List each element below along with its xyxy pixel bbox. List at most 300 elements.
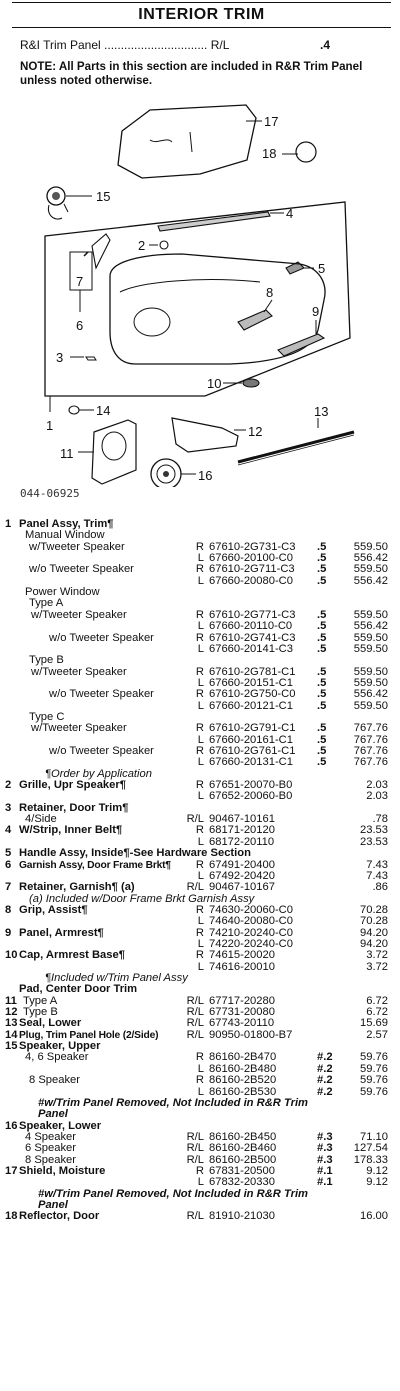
row-price: 59.76 <box>360 1062 388 1075</box>
row-part-number: 67610-2G761-C1 <box>209 745 296 757</box>
row-labor: .5 <box>317 676 327 689</box>
parts-list-row <box>0 757 400 768</box>
row-part-number: 86160-2B480 <box>209 1062 277 1075</box>
parts-list-row <box>0 825 400 836</box>
row-description: Retainer, Garnish¶ (a) <box>19 881 135 894</box>
row-part-number: 67660-20161-C1 <box>209 733 293 746</box>
parts-list-row <box>0 791 400 802</box>
row-description: Panel <box>38 1199 68 1211</box>
row-description: ¶Included w/Trim Panel Assy <box>45 972 188 984</box>
parts-list-row <box>0 1177 400 1188</box>
row-price: 767.76 <box>353 722 388 735</box>
parts-list-row <box>0 1166 400 1177</box>
row-side: L <box>197 1085 204 1098</box>
parts-list-row <box>0 1155 400 1166</box>
rni-value: .4 <box>320 38 331 52</box>
row-side: R <box>195 665 204 678</box>
row-side: L <box>197 552 204 565</box>
parts-list-row <box>0 633 400 644</box>
row-part-number: 67610-2G791-C1 <box>209 722 296 735</box>
moisture-shield-drawing <box>118 105 256 178</box>
row-labor: .5 <box>317 733 327 746</box>
row-price: 127.54 <box>353 1142 388 1155</box>
row-part-number: 67491-20400 <box>209 858 275 871</box>
row-labor: #.2 <box>317 1051 333 1064</box>
parts-list-row <box>0 996 400 1007</box>
parts-list-row <box>0 621 400 632</box>
row-description: Retainer, Door Trim¶ <box>19 801 129 814</box>
row-number: 8 <box>5 903 12 916</box>
parts-list-row <box>0 871 400 882</box>
row-side: L <box>197 1176 204 1189</box>
parts-list-row <box>0 1189 400 1200</box>
row-labor: #.3 <box>317 1142 333 1155</box>
row-side: L <box>197 756 204 769</box>
row-part-number: 67743-20110 <box>209 1017 275 1030</box>
row-side: R <box>195 631 204 644</box>
row-description: 4/Side <box>25 813 57 826</box>
row-description: 8 Speaker <box>25 1153 76 1166</box>
row-labor: #.3 <box>317 1153 333 1166</box>
row-labor: .5 <box>317 756 327 769</box>
parts-list-row <box>0 530 400 541</box>
parts-list-row <box>0 803 400 814</box>
parts-list-row <box>0 1064 400 1075</box>
parts-list-row <box>0 1052 400 1063</box>
parts-list-row <box>0 928 400 939</box>
callout-15: 15 <box>96 189 111 204</box>
row-part-number: 67610-2G731-C3 <box>209 540 296 553</box>
callout-14: 14 <box>96 403 111 418</box>
row-part-number: 67660-20110-C0 <box>209 620 293 633</box>
row-description: Type C <box>29 710 65 723</box>
row-side: R <box>195 779 204 792</box>
section-note: NOTE: All Parts in this section are included in R&R Trim Panel unless noted otherwise. <box>20 60 363 87</box>
row-part-number: 67660-20121-C1 <box>209 699 293 712</box>
row-description: Speaker, Lower <box>19 1119 102 1132</box>
row-description: 4, 6 Speaker <box>25 1051 89 1064</box>
row-price: 559.50 <box>353 642 388 655</box>
row-side: L <box>197 642 204 655</box>
row-price: 2.03 <box>366 779 388 792</box>
row-part-number: 67660-20080-C0 <box>209 574 293 587</box>
row-part-number: 74630-20060-C0 <box>209 903 293 916</box>
row-side: R <box>195 1051 204 1064</box>
row-price: .78 <box>372 813 388 826</box>
parts-list-row <box>0 712 400 723</box>
row-price: 9.12 <box>366 1176 388 1189</box>
row-part-number: 67610-2G771-C3 <box>209 608 296 621</box>
row-part-number: 67660-20141-C3 <box>209 642 293 655</box>
row-description: Grip, Assist¶ <box>19 903 88 916</box>
row-part-number: 67731-20080 <box>209 1006 275 1019</box>
row-number: 2 <box>5 779 12 792</box>
row-price: 556.42 <box>353 688 388 701</box>
parts-list-row <box>0 1132 400 1143</box>
parts-list-row <box>0 701 400 712</box>
row-side: L <box>197 869 204 882</box>
parts-list-row <box>0 735 400 746</box>
row-side: L <box>197 835 204 848</box>
row-labor: .5 <box>317 540 327 553</box>
row-part-number: 67610-2G741-C3 <box>209 631 296 644</box>
row-side: R <box>195 722 204 735</box>
row-number: 4 <box>5 824 12 837</box>
row-number: 3 <box>5 801 12 814</box>
callout-10: 10 <box>207 376 222 391</box>
row-price: 556.42 <box>353 574 388 587</box>
row-side: R <box>195 540 204 553</box>
door-outline <box>45 202 350 396</box>
callout-1: 1 <box>46 418 54 433</box>
row-price: 767.76 <box>353 756 388 769</box>
parts-list-row <box>0 667 400 678</box>
row-part-number: 74616-20010 <box>209 960 275 973</box>
row-part-number: 90950-01800-B7 <box>209 1028 293 1041</box>
row-price: 94.20 <box>360 937 388 950</box>
row-part-number: 86160-2B530 <box>209 1085 277 1098</box>
row-description: w/o Tweeter Speaker <box>49 631 154 644</box>
row-description: w/Tweeter Speaker <box>31 722 127 735</box>
row-part-number: 74615-20020 <box>209 949 275 962</box>
row-labor: .5 <box>317 688 327 701</box>
row-labor: #.1 <box>317 1164 333 1177</box>
row-side: R/L <box>186 1130 204 1143</box>
callout-2: 2 <box>138 238 146 253</box>
row-labor: .5 <box>317 665 327 678</box>
row-part-number: 67651-20070-B0 <box>209 779 293 792</box>
row-number: 18 <box>5 1210 18 1223</box>
row-part-number: 90467-10161 <box>209 813 275 826</box>
callout-4: 4 <box>286 206 294 221</box>
row-side: L <box>197 574 204 587</box>
parts-list-row <box>0 519 400 530</box>
row-side: R/L <box>186 813 204 826</box>
row-part-number: 67831-20500 <box>209 1164 275 1177</box>
parts-list-row <box>0 916 400 927</box>
row-price: 59.76 <box>360 1085 388 1098</box>
row-description: Handle Assy, Inside¶-See Hardware Section <box>19 847 251 860</box>
parts-list-row <box>0 746 400 757</box>
row-price: 16.00 <box>360 1210 388 1223</box>
row-labor: .5 <box>317 631 327 644</box>
row-part-number: 86160-2B450 <box>209 1130 277 1143</box>
row-price: 9.12 <box>366 1164 388 1177</box>
row-side: R <box>195 745 204 757</box>
parts-list-row <box>0 882 400 893</box>
row-part-number: 67717-20280 <box>209 994 275 1007</box>
row-description: Power Window <box>25 586 100 599</box>
row-part-number: 67832-20330 <box>209 1176 275 1189</box>
parts-list-row <box>0 1030 400 1041</box>
row-labor: #.2 <box>317 1074 333 1087</box>
parts-list-row <box>0 1200 400 1211</box>
row-side: R/L <box>186 1142 204 1155</box>
row-side: L <box>197 960 204 973</box>
callout-8: 8 <box>266 285 274 300</box>
row-part-number: 67652-20060-B0 <box>209 790 293 803</box>
callout-6: 6 <box>76 318 84 333</box>
callout-13: 13 <box>314 404 329 419</box>
row-part-number: 86160-2B500 <box>209 1153 277 1166</box>
row-price: 2.03 <box>366 790 388 803</box>
row-labor: .5 <box>317 642 327 655</box>
row-labor: #.1 <box>317 1176 333 1189</box>
row-side: R <box>195 688 204 701</box>
parts-list-row <box>0 1098 400 1109</box>
row-part-number: 67610-2G750-C0 <box>209 688 296 701</box>
row-number: 15 <box>5 1040 18 1053</box>
row-labor: .5 <box>317 552 327 565</box>
parts-list-row <box>0 860 400 871</box>
row-price: 23.53 <box>360 835 388 848</box>
callout-9: 9 <box>312 304 320 319</box>
parts-list-row <box>0 1041 400 1052</box>
row-side: L <box>197 699 204 712</box>
parts-list-row <box>0 564 400 575</box>
parts-list-row <box>0 905 400 916</box>
row-price: 559.50 <box>353 540 388 553</box>
row-side: R/L <box>186 1153 204 1166</box>
row-side: L <box>197 937 204 950</box>
parts-list-row <box>0 950 400 961</box>
row-number: 16 <box>5 1119 18 1132</box>
reflector-drawing <box>296 142 316 162</box>
row-side: R/L <box>186 1210 204 1223</box>
row-part-number: 74640-20080-C0 <box>209 915 293 928</box>
row-part-number: 68172-20110 <box>209 835 275 848</box>
row-description: w/Tweeter Speaker <box>29 540 125 553</box>
row-part-number: 86160-2B460 <box>209 1142 277 1155</box>
parts-list-row <box>0 962 400 973</box>
row-number: 12 <box>5 1006 18 1019</box>
row-price: 559.50 <box>353 563 388 576</box>
row-part-number: 90467-10167 <box>209 881 275 894</box>
row-price: 559.50 <box>353 665 388 678</box>
row-description: Pad, Center Door Trim <box>19 983 138 996</box>
callout-11: 11 <box>60 446 74 461</box>
row-side: L <box>197 676 204 689</box>
row-part-number: 81910-21030 <box>209 1210 275 1223</box>
row-number: 14 <box>5 1028 18 1041</box>
exploded-parts-diagram <box>0 92 400 487</box>
row-price: 6.72 <box>366 994 388 1007</box>
parts-list-row <box>0 769 400 780</box>
row-labor: #.2 <box>317 1085 333 1098</box>
row-side: R <box>195 926 204 939</box>
row-number: 5 <box>5 847 12 860</box>
row-price: 559.50 <box>353 676 388 689</box>
row-side: R <box>195 949 204 962</box>
row-number: 7 <box>5 881 12 894</box>
callout-5: 5 <box>318 261 326 276</box>
row-price: 59.76 <box>360 1074 388 1087</box>
row-description: Seal, Lower <box>19 1017 82 1030</box>
row-labor: .5 <box>317 574 327 587</box>
row-labor: .5 <box>317 745 327 757</box>
row-price: 559.50 <box>353 608 388 621</box>
row-description: #w/Trim Panel Removed, Not Included in R&R Trim <box>38 1187 309 1200</box>
parts-list-row <box>0 576 400 587</box>
parts-list-row <box>0 1007 400 1018</box>
rni-trim-panel-line <box>20 38 370 52</box>
row-description: w/o Tweeter Speaker <box>49 688 154 701</box>
row-description: Cap, Armrest Base¶ <box>19 949 125 962</box>
row-side: R <box>195 903 204 916</box>
parts-list-row <box>0 1143 400 1154</box>
row-part-number: 86160-2B520 <box>209 1074 277 1087</box>
row-part-number: 67660-20151-C1 <box>209 676 293 689</box>
row-price: 7.43 <box>366 869 388 882</box>
parts-list-row <box>0 553 400 564</box>
row-number: 13 <box>5 1017 18 1030</box>
row-part-number: 67492-20420 <box>209 869 275 882</box>
parts-list-row <box>0 1087 400 1098</box>
row-side: R <box>195 824 204 837</box>
callout-18: 18 <box>262 146 277 161</box>
callout-3: 3 <box>56 350 64 365</box>
row-description: W/Strip, Inner Belt¶ <box>19 824 123 837</box>
row-side: L <box>197 620 204 633</box>
row-description: w/o Tweeter Speaker <box>49 745 154 757</box>
row-description: Speaker, Upper <box>19 1040 101 1053</box>
row-price: 556.42 <box>353 552 388 565</box>
row-price: 6.72 <box>366 1006 388 1019</box>
row-number: 1 <box>5 518 12 530</box>
row-labor: #.2 <box>317 1062 333 1075</box>
row-part-number: 67660-20131-C1 <box>209 756 293 769</box>
row-description: w/Tweeter Speaker <box>31 665 127 678</box>
parts-list-row <box>0 587 400 598</box>
row-price: 94.20 <box>360 926 388 939</box>
parts-list-row <box>0 837 400 848</box>
parts-list-row <box>0 689 400 700</box>
row-side: L <box>197 915 204 928</box>
parts-list-row <box>0 1109 400 1120</box>
row-price: 2.57 <box>366 1028 388 1041</box>
row-price: 7.43 <box>366 858 388 871</box>
row-price: 15.69 <box>360 1017 388 1030</box>
row-description: w/o Tweeter Speaker <box>29 563 134 576</box>
row-number: 6 <box>5 858 12 871</box>
row-side: R <box>195 1074 204 1087</box>
row-part-number: 68171-20120 <box>209 824 275 837</box>
row-side: L <box>197 733 204 746</box>
parts-list-row <box>0 1075 400 1086</box>
row-description: 8 Speaker <box>29 1074 80 1087</box>
row-description: #w/Trim Panel Removed, Not Included in R&R Trim <box>38 1096 309 1109</box>
parts-list-row <box>0 1121 400 1132</box>
parts-list-row <box>0 542 400 553</box>
row-price: 767.76 <box>353 745 388 757</box>
row-price: 70.28 <box>360 915 388 928</box>
row-description: w/Tweeter Speaker <box>31 608 127 621</box>
row-side: R/L <box>186 994 204 1007</box>
row-description: Type B <box>29 654 64 667</box>
row-price: 559.50 <box>353 631 388 644</box>
row-price: 559.50 <box>353 699 388 712</box>
row-number: 17 <box>5 1164 18 1177</box>
row-price: 556.42 <box>353 620 388 633</box>
row-part-number: 67660-20100-C0 <box>209 552 293 565</box>
row-description: Shield, Moisture <box>19 1164 106 1177</box>
rni-label: R&I Trim Panel ............................... R/L <box>20 38 230 52</box>
row-part-number: 86160-2B470 <box>209 1051 277 1064</box>
row-description: Panel <box>38 1108 68 1121</box>
row-description: Panel, Armrest¶ <box>19 926 104 939</box>
row-description: Panel Assy, Trim¶ <box>19 518 114 530</box>
callout-12: 12 <box>248 424 263 439</box>
row-price: 3.72 <box>366 960 388 973</box>
parts-list-row <box>0 984 400 995</box>
parts-list-row <box>0 723 400 734</box>
row-number: 10 <box>5 949 18 962</box>
parts-list-row <box>0 848 400 859</box>
row-description: Type A <box>29 597 64 610</box>
parts-list-row <box>0 655 400 666</box>
row-labor: .5 <box>317 620 327 633</box>
row-description: Reflector, Door <box>19 1210 100 1223</box>
parts-list-row <box>0 814 400 825</box>
row-side: R <box>195 1164 204 1177</box>
row-labor: .5 <box>317 699 327 712</box>
row-part-number: 74210-20240-C0 <box>209 926 293 939</box>
row-description: Garnish Assy, Door Frame Brkt¶ <box>19 859 171 871</box>
row-side: L <box>197 790 204 803</box>
row-price: 767.76 <box>353 733 388 746</box>
row-number: 9 <box>5 926 12 939</box>
row-side: R/L <box>186 1028 204 1041</box>
row-price: 59.76 <box>360 1051 388 1064</box>
row-price: 178.33 <box>353 1153 388 1166</box>
row-number: 11 <box>5 994 17 1007</box>
callout-16: 16 <box>198 468 213 483</box>
parts-list-row <box>0 1211 400 1222</box>
callout-7: 7 <box>76 274 84 289</box>
section-title: INTERIOR TRIM <box>12 2 391 28</box>
row-price: 71.10 <box>360 1130 388 1143</box>
row-part-number: 74220-20240-C0 <box>209 937 293 950</box>
row-description: (a) Included w/Door Frame Brkt Garnish Assy <box>29 892 255 905</box>
callout-17: 17 <box>264 114 279 129</box>
row-part-number: 67610-2G711-C3 <box>209 563 295 576</box>
parts-list-row <box>0 610 400 621</box>
parts-list-row <box>0 598 400 609</box>
row-labor: #.3 <box>317 1130 333 1143</box>
row-side: R <box>195 608 204 621</box>
row-description: Manual Window <box>25 529 105 542</box>
row-labor: .5 <box>317 608 327 621</box>
row-description: 6 Speaker <box>25 1142 76 1155</box>
parts-list-row <box>0 973 400 984</box>
row-price: .86 <box>372 881 388 894</box>
row-side: R/L <box>186 1017 204 1030</box>
row-price: 70.28 <box>360 903 388 916</box>
row-part-number: 67610-2G781-C1 <box>209 665 296 678</box>
parts-list-row <box>0 1018 400 1029</box>
row-description: Plug, Trim Panel Hole (2/Side) <box>19 1029 159 1041</box>
row-labor: .5 <box>317 722 327 735</box>
row-description: Grille, Upr Speaker¶ <box>19 779 126 792</box>
parts-list-row <box>0 644 400 655</box>
parts-list-row <box>0 678 400 689</box>
row-price: 3.72 <box>366 949 388 962</box>
row-side: R/L <box>186 1006 204 1019</box>
parts-list-row <box>0 780 400 791</box>
row-side: L <box>197 1062 204 1075</box>
row-price: 23.53 <box>360 824 388 837</box>
row-description: 4 Speaker <box>25 1130 76 1143</box>
